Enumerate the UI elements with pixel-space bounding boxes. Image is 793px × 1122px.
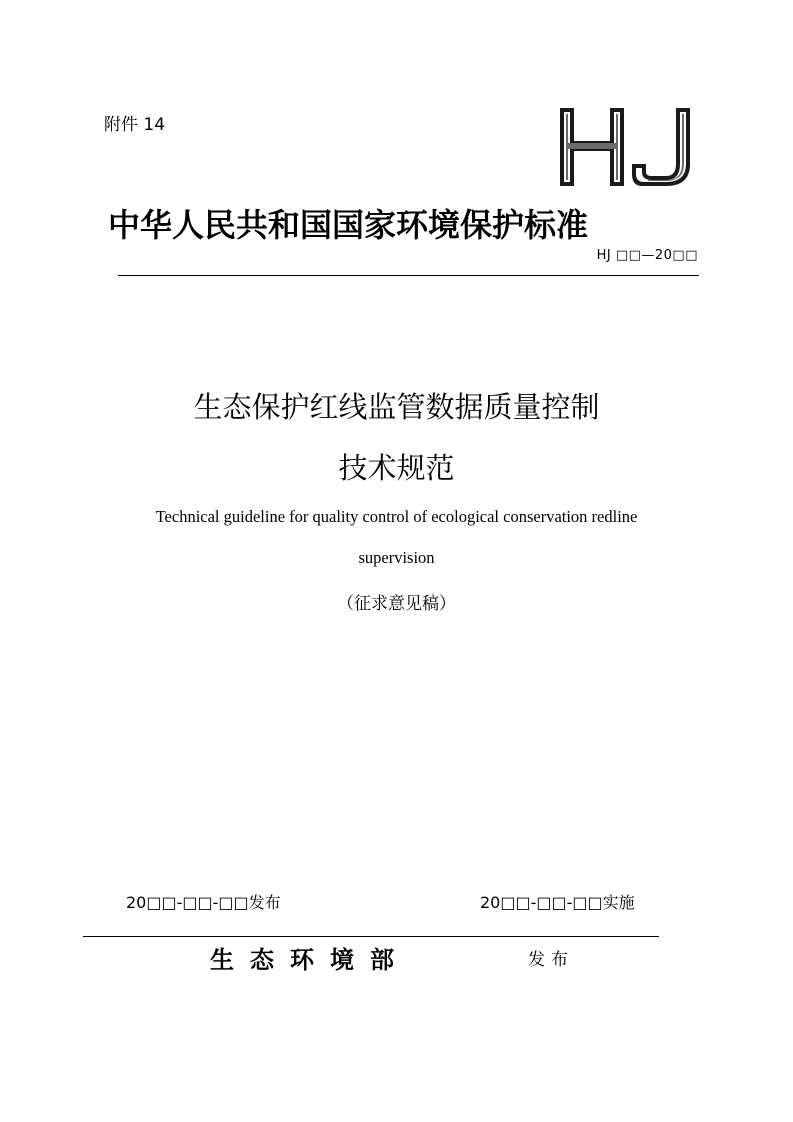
hj-logo-letter-h	[560, 108, 624, 186]
header-divider	[118, 275, 699, 276]
draft-note: （征求意见稿）	[337, 594, 456, 614]
footer-divider	[83, 936, 659, 937]
hj-logo-letter-j	[632, 108, 690, 186]
publish-label: 发布	[528, 950, 574, 970]
standard-number: HJ □□—20□□	[596, 248, 698, 263]
english-title-line-2: supervision	[358, 548, 435, 567]
national-standard-title: 中华人民共和国国家环境保护标准	[108, 206, 589, 244]
implementation-date: 20□□-□□-□□实施	[480, 893, 635, 912]
issue-date: 20□□-□□-□□发布	[126, 893, 281, 912]
hj-logo	[556, 104, 698, 190]
document-title-line-1: 生态保护红线监管数据质量控制	[193, 390, 600, 424]
document-title-line-2: 技术规范	[338, 451, 455, 485]
english-title-line-1: Technical guideline for quality control of ecological conservation redline	[155, 507, 638, 526]
issuing-authority: 生态环境部	[210, 945, 410, 974]
attachment-label: 附件 14	[104, 115, 166, 135]
